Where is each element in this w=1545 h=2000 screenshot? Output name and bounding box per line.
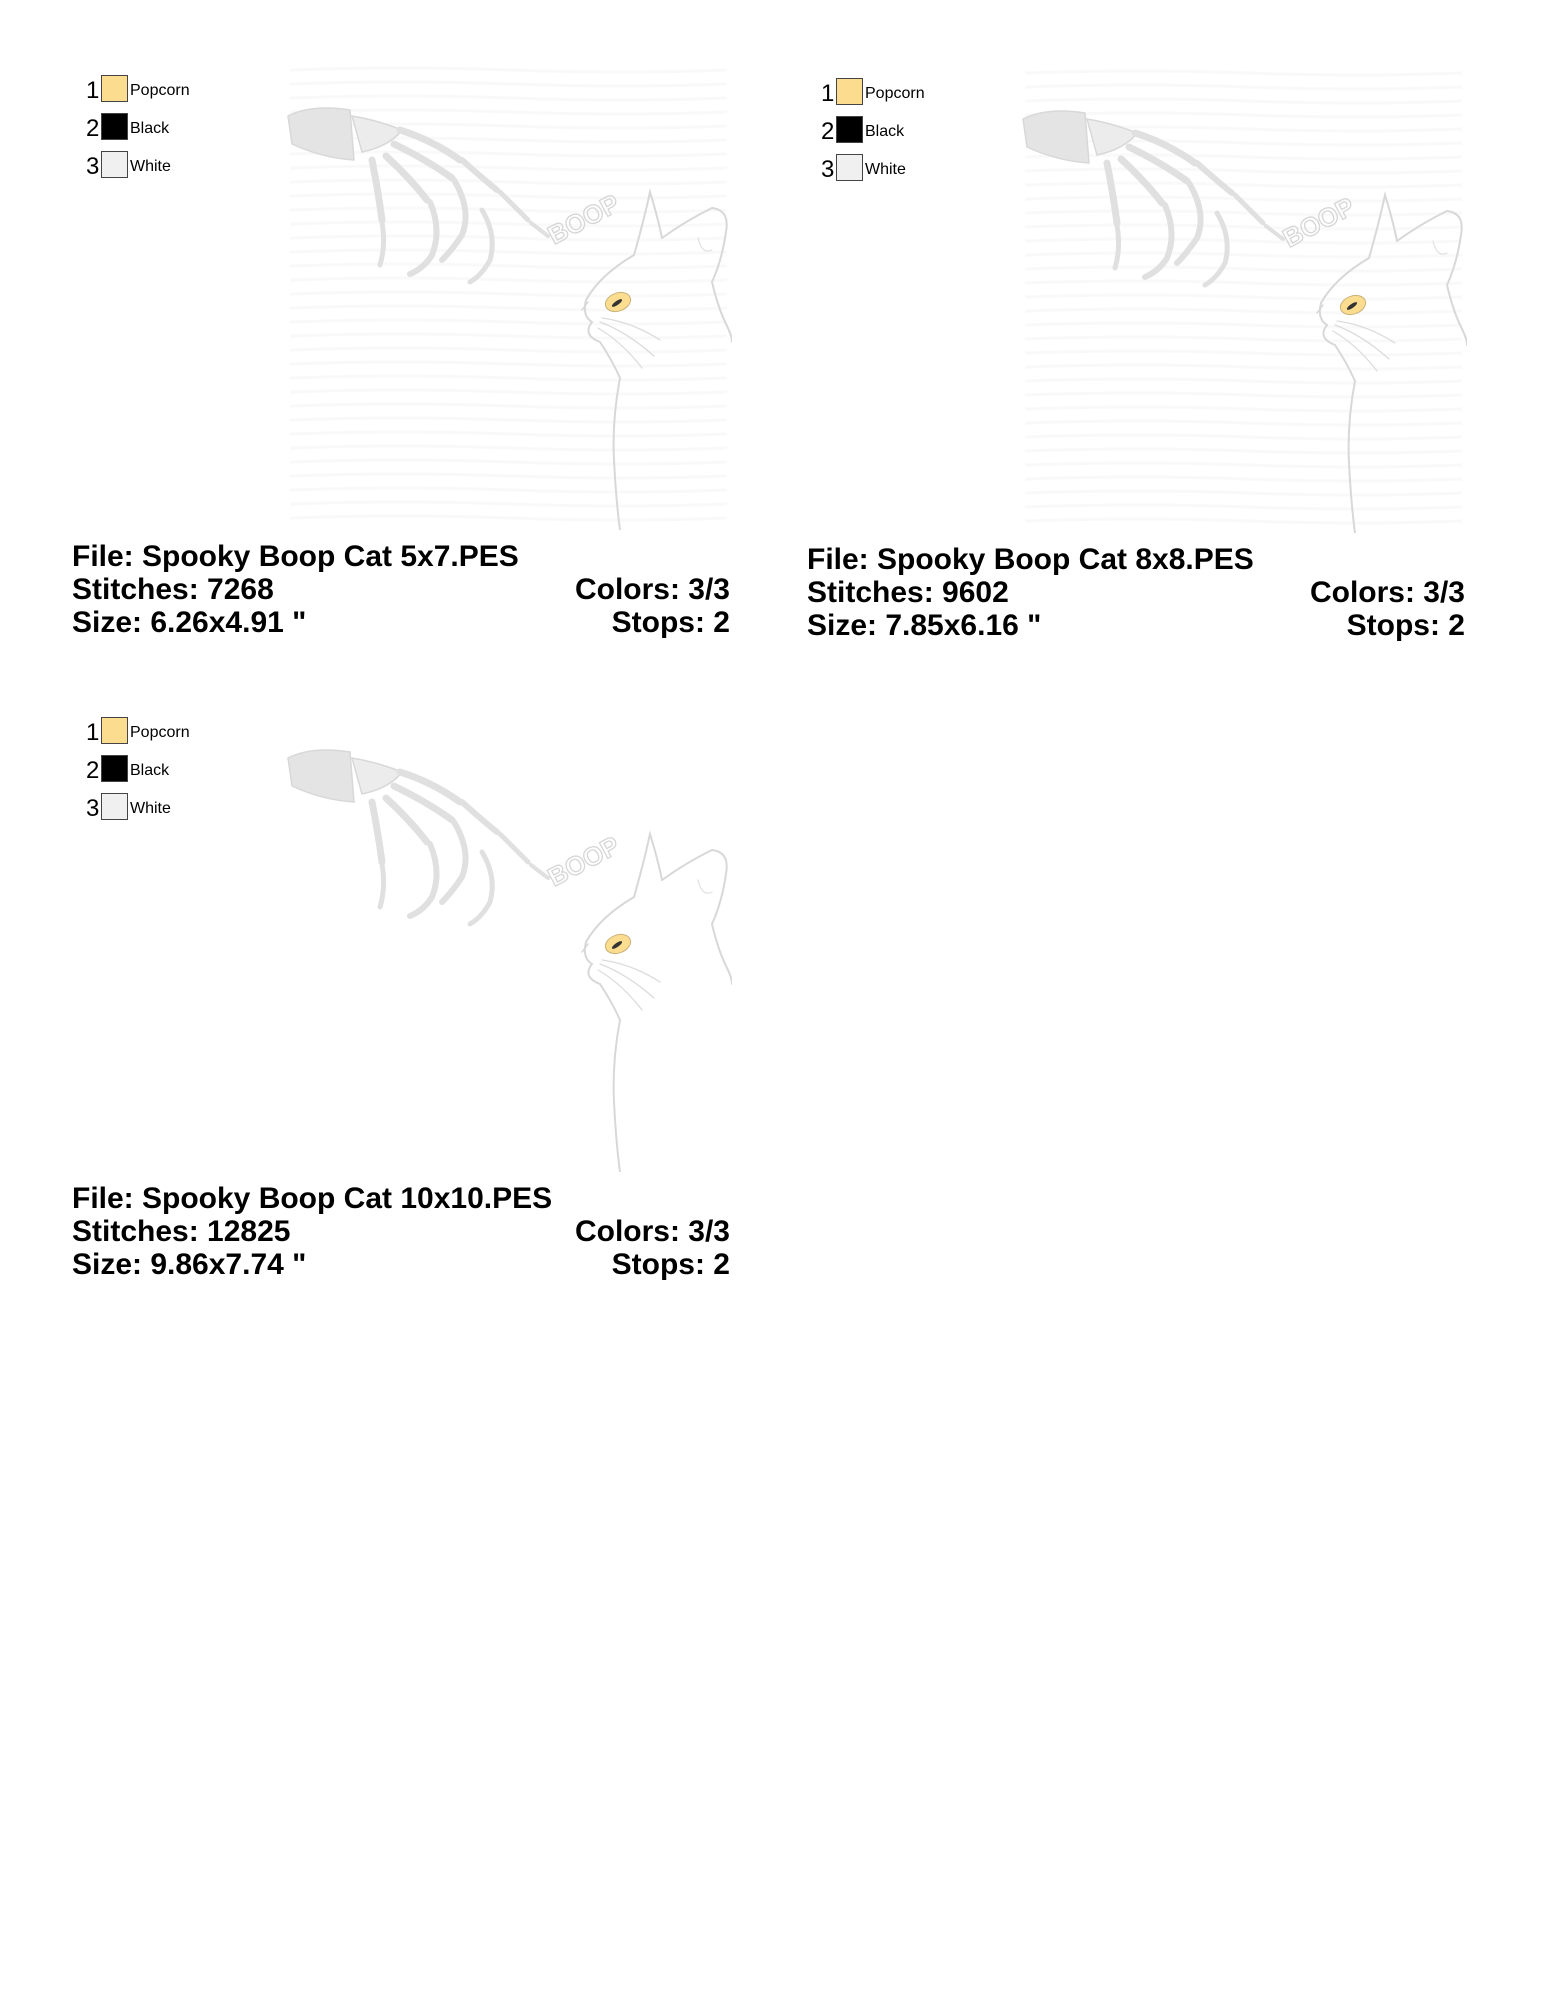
legend-color-name: Black [130,762,170,779]
legend-color-name: White [865,161,906,178]
stitches-line [72,573,730,606]
legend-color-name: Black [130,120,170,137]
legend-row [86,716,226,754]
boop-text: BOOP [542,187,625,251]
file-name: File: Spooky Boop Cat 8x8.PES [807,543,1254,576]
color-swatch-white [101,793,128,820]
legend-color-name: Popcorn [865,85,925,102]
file-name-line [72,1182,730,1215]
cat-eye-icon [603,931,634,957]
stop-count: Stops: 2 [1346,609,1465,642]
design-panel-8x8 [795,63,1485,663]
embroidery-design-preview [1017,63,1467,533]
size-line [72,606,730,639]
color-count: Colors: 3/3 [574,573,730,606]
embroidery-design-preview [282,60,732,530]
file-name-line [72,540,730,573]
stitch-count: Stitches: 9602 [807,576,1009,609]
color-swatch-black [101,113,128,140]
color-swatch-black [101,755,128,782]
file-info [807,543,1465,642]
legend-number: 1 [86,719,100,746]
stop-count: Stops: 2 [611,1248,730,1281]
color-legend [86,716,226,830]
color-swatch-white [836,154,863,181]
color-swatch-black [836,116,863,143]
skeleton-hand-icon [288,750,548,924]
legend-row [86,150,226,188]
legend-row [86,74,226,112]
cat-outline-icon [582,834,732,1172]
stitch-count: Stitches: 12825 [72,1215,291,1248]
legend-color-name: Black [865,123,905,140]
design-panel-5x7 [60,60,750,660]
legend-number: 3 [821,156,835,183]
stitch-texture [290,68,727,520]
legend-row [821,77,961,115]
embroidery-design-preview [282,702,732,1172]
stitch-texture [1025,71,1462,523]
color-legend [86,74,226,188]
color-count: Colors: 3/3 [574,1215,730,1248]
design-size: Size: 7.85x6.16 " [807,609,1042,642]
file-info [72,1182,730,1281]
legend-color-name: Popcorn [130,724,190,741]
legend-number: 2 [821,118,835,145]
legend-number: 1 [821,80,835,107]
file-info [72,540,730,639]
size-line [72,1248,730,1281]
legend-row [821,115,961,153]
legend-color-name: White [130,800,171,817]
stop-count: Stops: 2 [611,606,730,639]
legend-row [86,754,226,792]
legend-row [86,112,226,150]
legend-number: 2 [86,115,100,142]
design-size: Size: 6.26x4.91 " [72,606,307,639]
color-count: Colors: 3/3 [1309,576,1465,609]
color-swatch-white [101,151,128,178]
legend-row [86,792,226,830]
color-legend [821,77,961,191]
file-name: File: Spooky Boop Cat 5x7.PES [72,540,519,573]
legend-color-name: Popcorn [130,82,190,99]
color-swatch-popcorn [101,75,128,102]
legend-number: 3 [86,153,100,180]
color-swatch-popcorn [836,78,863,105]
legend-number: 1 [86,77,100,104]
file-name: File: Spooky Boop Cat 10x10.PES [72,1182,553,1215]
design-size: Size: 9.86x7.74 " [72,1248,307,1281]
legend-number: 3 [86,795,100,822]
legend-row [821,153,961,191]
stitches-line [807,576,1465,609]
legend-color-name: White [130,158,171,175]
color-swatch-popcorn [101,717,128,744]
file-name-line [807,543,1465,576]
boop-text: BOOP [542,829,625,893]
legend-number: 2 [86,757,100,784]
design-panel-10x10 [60,702,750,1302]
stitch-count: Stitches: 7268 [72,573,274,606]
size-line [807,609,1465,642]
boop-text: BOOP [1277,190,1360,254]
stitches-line [72,1215,730,1248]
